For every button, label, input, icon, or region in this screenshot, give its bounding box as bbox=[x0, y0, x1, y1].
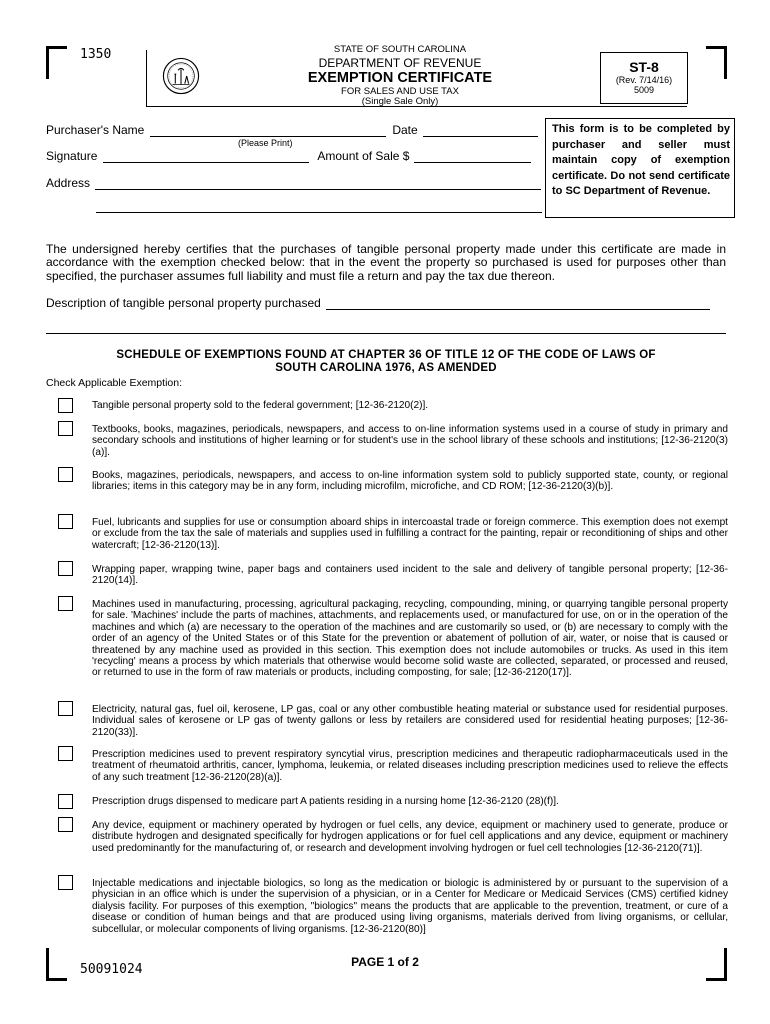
notice-box: This form is to be completed by purchaser and seller must maintain copy of exemption certificate. Do not send certificate to SC Department of Revenue. bbox=[545, 118, 735, 218]
date-label: Date bbox=[392, 123, 418, 137]
certification-text: The undersigned hereby certifies that the purchases of tangible personal property made under this certificate are made in accordance with the exemption checked below: that in the event the property so purchased is used for purposes other than specified, the purchaser assumes full liability and must file a return and pay the tax due thereon. bbox=[46, 242, 726, 283]
form-code: 5009 bbox=[633, 85, 655, 96]
exemption-checkbox[interactable] bbox=[58, 794, 73, 809]
exemption-text: Textbooks, books, magazines, periodicals, newspapers, and access to on-line information systems used in a course of study in primary and secondary schools and institutions of higher learning or for student's use in the school library of these schools and institutions; [12-36-2120(3)(a)]. bbox=[92, 424, 728, 458]
exemption-checkbox[interactable] bbox=[58, 701, 73, 716]
exemption-item bbox=[58, 794, 728, 809]
exemption-text: Machines used in manufacturing, processing, agricultural packaging, recycling, compounding, mining, or quarrying tangible personal property for sale. 'Machines' include the parts of machines, attachments, and replacements used, or manufactured for use, on or in the operation of the machines and which (a) are necessary to the operation of the machines and are customarily so used, or (b) are necessary to comply with the order of an agency of the United States or of this State for the prevention or abatement of pollution of air, water, or noise that is caused or threatened by any machine used as provided in this section. This exemption does not include automobiles or trucks. As used in this item 'recycling' means a process by which materials that otherwise would become solid waste are collected, separated, or processed and reused, or returned to use in the form of raw materials or products, including composting, for sale; [12-36-2120(17)]. bbox=[92, 599, 728, 679]
exemption-text: Books, magazines, periodicals, newspapers, and access to on-line information system sold to publicly supported state, county, or regional libraries; items in this category may be in any form, including microfilm, microfiche, and CD ROM; [12-36-2120(3)(b)]. bbox=[92, 470, 728, 493]
signature-row bbox=[46, 149, 531, 163]
form-id: ST-8 bbox=[629, 59, 659, 75]
exemption-checkbox[interactable] bbox=[58, 561, 73, 576]
department-name: DEPARTMENT OF REVENUE bbox=[318, 56, 482, 71]
exemption-item bbox=[58, 817, 728, 854]
state-seal-icon bbox=[162, 57, 200, 95]
corner-mark-top-left bbox=[46, 46, 67, 79]
exemption-item bbox=[58, 596, 728, 679]
exemption-item bbox=[58, 746, 728, 783]
purchaser-name-field[interactable] bbox=[150, 124, 386, 137]
purchaser-name-row bbox=[46, 123, 538, 137]
address-row bbox=[46, 176, 541, 190]
exemption-item bbox=[58, 875, 728, 935]
amount-field[interactable] bbox=[414, 150, 531, 163]
exemption-item bbox=[58, 421, 728, 458]
form-revision: (Rev. 7/14/16) bbox=[615, 75, 673, 86]
signature-label: Signature bbox=[46, 149, 98, 163]
exemption-checkbox[interactable] bbox=[58, 467, 73, 482]
exemption-text: Any device, equipment or machinery operated by hydrogen or fuel cells, any device, equipment or machinery used to generate, produce or distribute hydrogen and designated specifically for hydrogen applications or for fuel cell applications and any device, equipment or machinery used predominantly for the manufacturing of, or research and development involving hydrogen or fuel cell technologies [12-36-2120(71)]. bbox=[92, 820, 728, 854]
exemption-text: Injectable medications and injectable biologics, so long as the medication or biologic is administered by or pursuant to the supervision of a physician in an office which is under the supervision of a physician, or in a Center for Medicare or Medicaid Services (CMS) certified kidney dialysis facility. For purposes of this exemption, "biologics" means the products that are applicable to the prevention, treatment, or cure of a disease or condition of human beings and that are produced using living organisms, materials derived from living organisms, or cellular, subcellular, or molecular components of living organisms. [12-36-2120(80)] bbox=[92, 878, 728, 935]
purchaser-name-label: Purchaser's Name bbox=[46, 123, 145, 137]
exemption-checkbox[interactable] bbox=[58, 514, 73, 529]
exemption-checkbox[interactable] bbox=[58, 421, 73, 436]
exemption-item bbox=[58, 398, 728, 413]
state-name: STATE OF SOUTH CAROLINA bbox=[333, 44, 467, 55]
exemption-checkbox[interactable] bbox=[58, 398, 73, 413]
address-field-line-2[interactable] bbox=[96, 212, 542, 213]
description-field[interactable] bbox=[326, 297, 710, 310]
schedule-heading-line-1: SCHEDULE OF EXEMPTIONS FOUND AT CHAPTER 36 OF TITLE 12 OF THE CODE OF LAWS OF bbox=[116, 349, 656, 361]
exemption-text: Tangible personal property sold to the federal government; [12-36-2120(2)]. bbox=[92, 400, 429, 411]
exemption-checkbox[interactable] bbox=[58, 875, 73, 890]
please-print-note: (Please Print) bbox=[238, 138, 293, 148]
exemption-checkbox[interactable] bbox=[58, 596, 73, 611]
form-title: EXEMPTION CERTIFICATE bbox=[307, 69, 493, 86]
address-field[interactable] bbox=[95, 177, 541, 190]
exemption-text: Prescription drugs dispensed to medicare part A patients residing in a nursing home [12-36-2120 (28)(f)]. bbox=[92, 796, 559, 807]
page-number: PAGE 1 of 2 bbox=[351, 955, 419, 969]
description-label: Description of tangible personal property purchased bbox=[46, 296, 321, 310]
exemption-text: Wrapping paper, wrapping twine, paper bags and containers used incident to the sale and delivery of tangible personal property; [12-36-2120(14)]. bbox=[92, 564, 728, 587]
exemption-text: Prescription medicines used to prevent respiratory syncytial virus, prescription medicines and therapeutic radiopharmaceuticals used in the treatment of rheumatoid arthritis, cancer, lymphoma, leukemia, or related diseases including prescription medicines used to relieve the effects of any such treatment [12-36-2120(28)(a)]. bbox=[92, 749, 728, 783]
check-applicable-label: Check Applicable Exemption: bbox=[46, 377, 182, 389]
description-field-line-2[interactable] bbox=[46, 333, 726, 334]
form-barcode-number: 50091024 bbox=[80, 962, 143, 977]
exemption-checkbox[interactable] bbox=[58, 746, 73, 761]
form-subtitle-2: (Single Sale Only) bbox=[361, 96, 439, 107]
form-header bbox=[270, 45, 530, 107]
exemption-item bbox=[58, 561, 728, 587]
exemption-item bbox=[58, 514, 728, 551]
amount-label: Amount of Sale $ bbox=[317, 149, 410, 163]
exemption-item bbox=[58, 701, 728, 738]
address-label: Address bbox=[46, 176, 91, 190]
exemption-item bbox=[58, 467, 728, 493]
form-corner-number: 1350 bbox=[80, 47, 112, 62]
schedule-heading-line-2: SOUTH CAROLINA 1976, AS AMENDED bbox=[275, 362, 497, 374]
exemption-text: Electricity, natural gas, fuel oil, kerosene, LP gas, coal or any other combustible heating material or substance used for residential purposes. Individual sales of kerosene or LP gas of twenty gallons or less by retailers are considered used for residential heating purposes; [12-36-2120(33)]. bbox=[92, 704, 728, 738]
form-id-box bbox=[600, 52, 688, 104]
signature-field[interactable] bbox=[103, 150, 309, 163]
form-subtitle: FOR SALES AND USE TAX bbox=[341, 85, 459, 97]
schedule-heading bbox=[46, 349, 726, 375]
date-field[interactable] bbox=[423, 124, 538, 137]
description-row bbox=[46, 296, 710, 310]
corner-mark-top-right bbox=[706, 46, 727, 79]
exemption-text: Fuel, lubricants and supplies for use or consumption aboard ships in intercoastal trade or foreign commerce. This exemption does not exempt or exclude from the tax the sale of materials and supplies used in fulfilling a contract for the painting, repair or reconditioning of ships and other watercraft; [12-36-2120(13)]. bbox=[92, 517, 728, 551]
exemption-checkbox[interactable] bbox=[58, 817, 73, 832]
